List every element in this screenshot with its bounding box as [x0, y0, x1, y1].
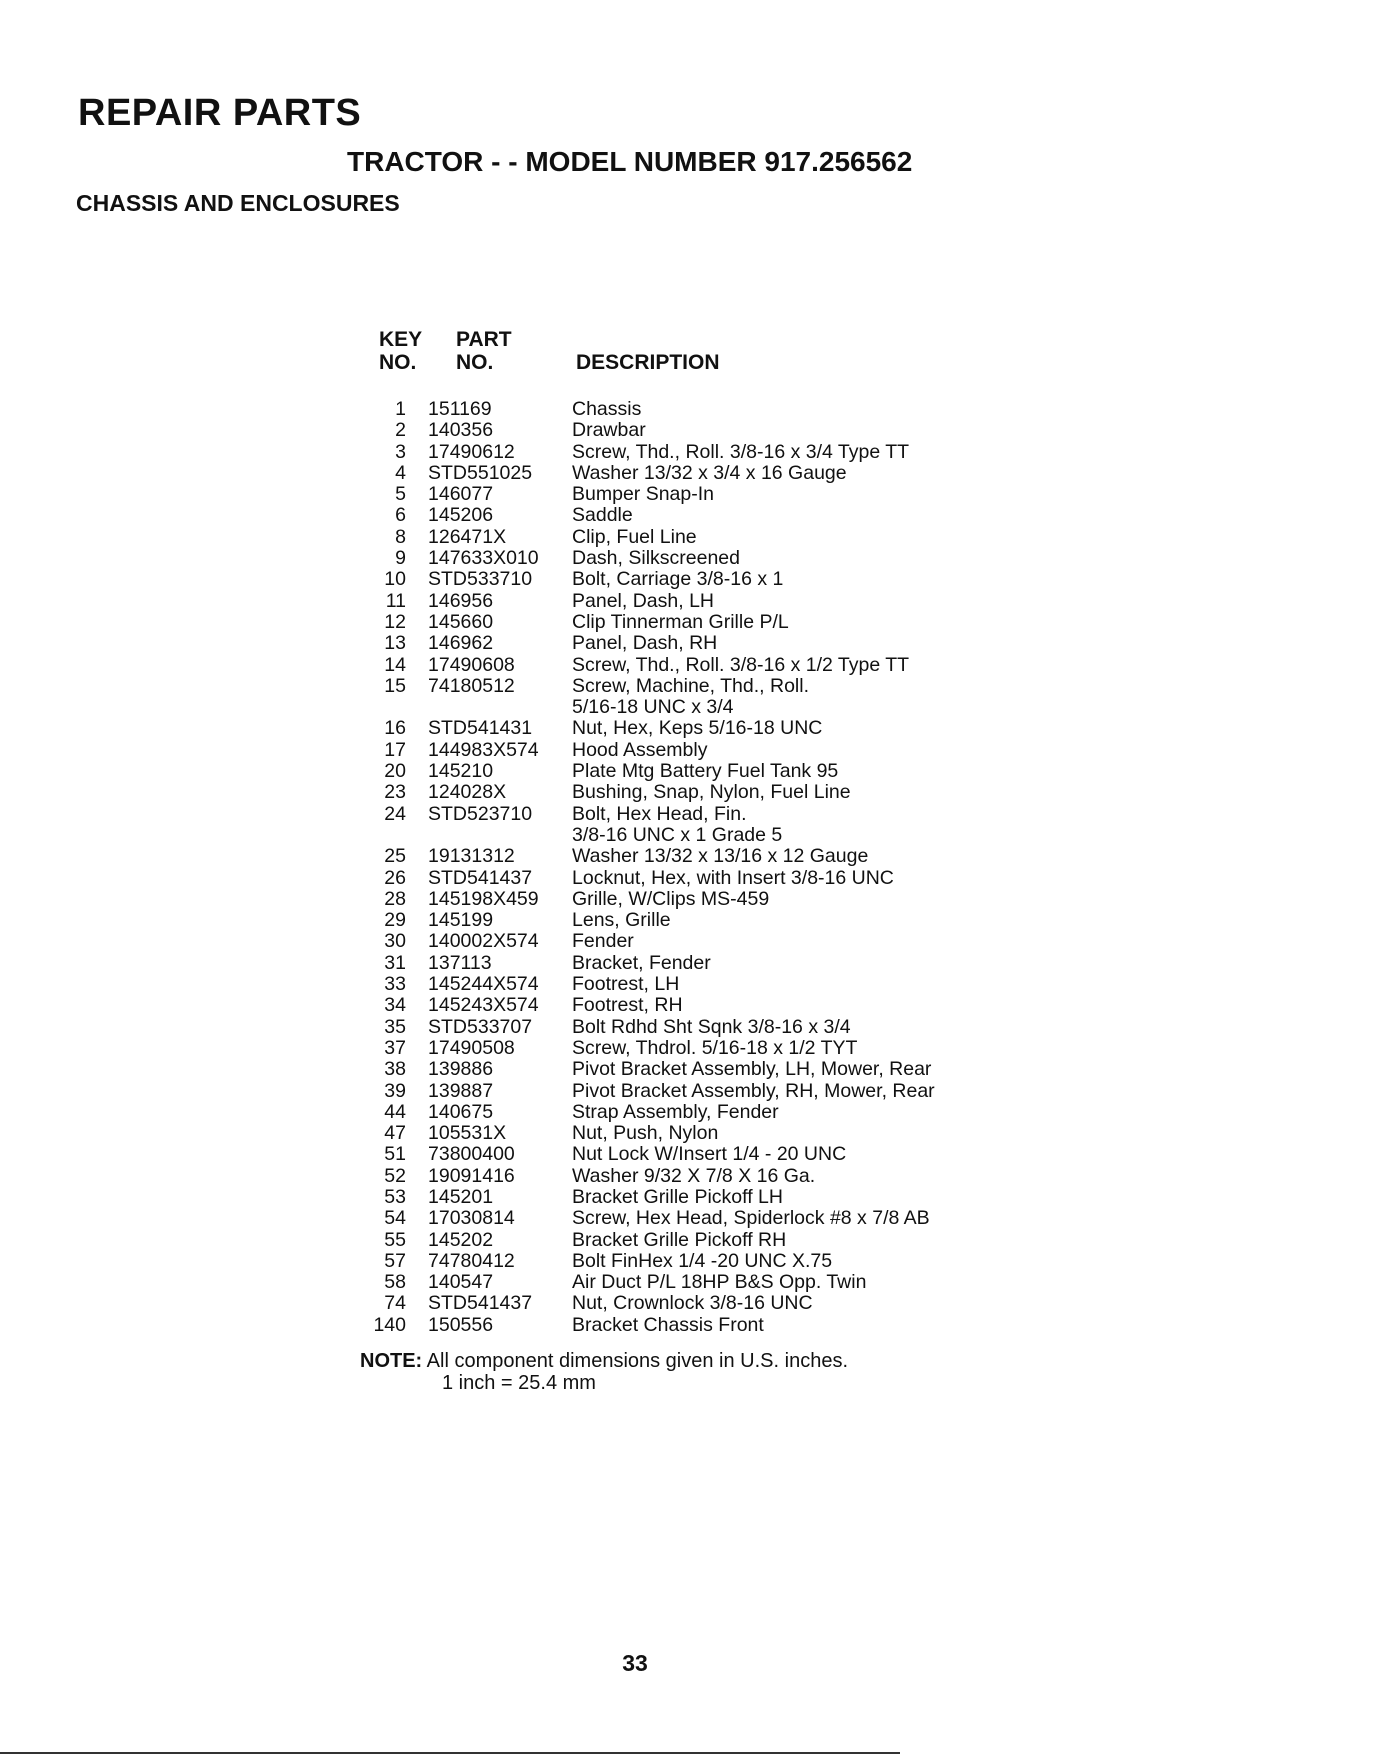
part-number: 145210	[428, 760, 494, 783]
key-number: 10	[384, 568, 406, 591]
part-description: Nut, Crownlock 3/8-16 UNC	[572, 1292, 813, 1315]
part-number: 140547	[428, 1271, 494, 1294]
key-number: 25	[384, 845, 406, 868]
key-number: 24	[384, 802, 406, 825]
part-number: 140356	[428, 419, 494, 442]
part-description: Bolt, Carriage 3/8-16 x 1	[572, 568, 784, 591]
table-row	[370, 1187, 1010, 1208]
part-description: Washer 9/32 X 7/8 X 16 Ga.	[572, 1164, 816, 1187]
part-number: 144983X574	[428, 738, 539, 761]
header-description: DESCRIPTION	[576, 351, 720, 374]
part-description: Fender	[572, 930, 634, 953]
key-number: 39	[384, 1079, 406, 1102]
key-number: 44	[384, 1100, 406, 1123]
section-title: CHASSIS AND ENCLOSURES	[76, 190, 400, 216]
part-description: Bracket Grille Pickoff RH	[572, 1228, 787, 1251]
table-row	[370, 782, 1010, 803]
table-row	[370, 889, 1010, 910]
part-description: Saddle	[572, 504, 633, 527]
key-number: 1	[395, 398, 406, 420]
table-row	[370, 974, 1010, 995]
key-number: 35	[384, 1015, 406, 1038]
key-number: 14	[384, 653, 406, 676]
part-number: STD541437	[428, 1292, 533, 1315]
key-number: 34	[384, 994, 406, 1017]
part-number: 139886	[428, 1058, 494, 1081]
part-description: Screw, Machine, Thd., Roll. 5/16-18 UNC x 3/4	[572, 674, 809, 719]
key-number: 23	[384, 781, 406, 804]
key-number: 4	[395, 461, 406, 484]
part-number: 126471X	[428, 525, 507, 548]
part-description: Lens, Grille	[572, 909, 671, 932]
key-number: 51	[384, 1143, 406, 1166]
header-part-no: PART NO.	[456, 328, 512, 374]
key-number: 5	[395, 483, 406, 506]
key-number: 13	[384, 632, 406, 655]
part-description: Bracket Chassis Front	[572, 1313, 764, 1336]
key-number: 15	[384, 674, 406, 697]
table-row	[370, 868, 1010, 889]
note-text: All component dimensions given in U.S. inches.	[426, 1350, 848, 1372]
table-row	[370, 846, 1010, 867]
part-description: Bumper Snap-In	[572, 483, 714, 506]
table-row	[370, 953, 1010, 974]
dimension-note	[360, 1350, 848, 1394]
table-row	[370, 740, 1010, 761]
table-row	[370, 1230, 1010, 1251]
part-number: 124028X	[428, 781, 507, 804]
table-row	[370, 463, 1010, 484]
table-row	[370, 484, 1010, 505]
key-number: 31	[384, 951, 406, 974]
header-key-no: KEY NO.	[379, 328, 423, 374]
part-number: STD551025	[428, 461, 533, 484]
part-number: 145206	[428, 504, 494, 527]
part-number: 19091416	[428, 1164, 515, 1187]
part-description: Bushing, Snap, Nylon, Fuel Line	[572, 781, 851, 804]
part-number: 145201	[428, 1185, 494, 1208]
table-row	[370, 399, 1010, 420]
table-row	[370, 548, 1010, 569]
part-number: 145202	[428, 1228, 494, 1251]
table-row	[370, 569, 1010, 590]
table-row	[370, 1315, 1010, 1336]
table-row	[370, 612, 1010, 633]
part-number: 73800400	[428, 1143, 515, 1166]
part-number: 17490508	[428, 1036, 515, 1059]
part-number: 145244X574	[428, 973, 539, 996]
part-description: Strap Assembly, Fender	[572, 1100, 779, 1123]
table-row	[370, 1208, 1010, 1229]
part-number: 147633X010	[428, 547, 539, 570]
part-number: 17490612	[428, 440, 515, 463]
table-row	[370, 761, 1010, 782]
part-number: STD541431	[428, 717, 533, 740]
table-row	[370, 931, 1010, 952]
table-row	[370, 804, 1010, 847]
part-description: Plate Mtg Battery Fuel Tank 95	[572, 760, 839, 783]
table-row	[370, 1017, 1010, 1038]
key-number: 9	[395, 547, 406, 570]
key-number: 140	[373, 1313, 406, 1336]
table-row	[370, 1059, 1010, 1080]
key-number: 26	[384, 866, 406, 889]
page-title: REPAIR PARTS	[78, 92, 362, 134]
key-number: 17	[384, 738, 406, 761]
key-number: 58	[384, 1271, 406, 1294]
table-row	[370, 676, 1010, 719]
part-description: Nut, Push, Nylon	[572, 1122, 719, 1145]
part-description: Chassis	[572, 398, 642, 420]
part-description: Dash, Silkscreened	[572, 547, 740, 570]
key-number: 16	[384, 717, 406, 740]
part-description: Bolt Rdhd Sht Sqnk 3/8-16 x 3/4	[572, 1015, 851, 1038]
key-number: 20	[384, 760, 406, 783]
key-number: 53	[384, 1185, 406, 1208]
part-number: 74780412	[428, 1249, 515, 1272]
part-description: Panel, Dash, RH	[572, 632, 718, 655]
key-number: 29	[384, 909, 406, 932]
part-number: STD533710	[428, 568, 533, 591]
table-row	[370, 442, 1010, 463]
part-description: Drawbar	[572, 419, 646, 442]
table-row	[370, 995, 1010, 1016]
table-row	[370, 527, 1010, 548]
part-description: Bolt FinHex 1/4 -20 UNC X.75	[572, 1249, 833, 1272]
part-number: 140675	[428, 1100, 494, 1123]
key-number: 74	[384, 1292, 406, 1315]
part-description: Washer 13/32 x 3/4 x 16 Gauge	[572, 461, 847, 484]
part-description: Bolt, Hex Head, Fin. 3/8-16 UNC x 1 Grade 5	[572, 802, 783, 846]
table-row	[370, 1272, 1010, 1293]
part-description: Hood Assembly	[572, 738, 708, 761]
key-number: 55	[384, 1228, 406, 1251]
bottom-divider	[0, 1752, 900, 1754]
part-description: Air Duct P/L 18HP B&S Opp. Twin	[572, 1271, 867, 1294]
part-description: Bracket Grille Pickoff LH	[572, 1185, 783, 1208]
part-number: STD523710	[428, 802, 533, 825]
table-row	[370, 1293, 1010, 1314]
part-number: 19131312	[428, 845, 515, 868]
part-number: 145199	[428, 909, 494, 932]
part-description: Clip, Fuel Line	[572, 525, 697, 548]
part-number: STD541437	[428, 866, 533, 889]
part-number: 151169	[428, 398, 492, 420]
table-row	[370, 1251, 1010, 1272]
part-number: 146956	[428, 589, 494, 612]
table-row	[370, 1166, 1010, 1187]
part-number: 150556	[428, 1313, 494, 1336]
part-description: Pivot Bracket Assembly, LH, Mower, Rear	[572, 1058, 932, 1081]
part-description: Footrest, LH	[572, 973, 680, 996]
table-row	[370, 591, 1010, 612]
key-number: 28	[384, 887, 406, 910]
part-description: Nut, Hex, Keps 5/16-18 UNC	[572, 717, 823, 740]
table-header	[370, 328, 1010, 386]
model-title: TRACTOR - - MODEL NUMBER 917.256562	[347, 146, 913, 177]
part-number: 146077	[428, 483, 494, 506]
key-number: 54	[384, 1207, 406, 1230]
part-number: 140002X574	[428, 930, 539, 953]
part-description: Clip Tinnerman Grille P/L	[572, 610, 789, 633]
table-row	[370, 505, 1010, 526]
note-label: NOTE:	[360, 1350, 423, 1372]
part-number: 137113	[428, 951, 492, 974]
parts-table	[370, 328, 1010, 1336]
part-number: 145660	[428, 610, 494, 633]
part-description: Panel, Dash, LH	[572, 589, 714, 612]
key-number: 30	[384, 930, 406, 953]
page-number: 33	[622, 1650, 648, 1676]
key-number: 52	[384, 1164, 406, 1187]
table-row	[370, 633, 1010, 654]
table-row	[370, 655, 1010, 676]
key-number: 33	[384, 973, 406, 996]
table-row	[370, 718, 1010, 739]
table-row	[370, 1038, 1010, 1059]
table-row	[370, 1123, 1010, 1144]
part-number: 146962	[428, 632, 494, 655]
key-number: 2	[395, 419, 406, 442]
table-row	[370, 420, 1010, 441]
part-number: 17030814	[428, 1207, 515, 1230]
key-number: 37	[384, 1036, 406, 1059]
part-description: Screw, Thd., Roll. 3/8-16 x 1/2 Type TT	[572, 653, 910, 676]
part-number: 74180512	[428, 674, 515, 697]
key-number: 8	[395, 525, 406, 548]
part-number: 145243X574	[428, 994, 539, 1017]
part-description: Footrest, RH	[572, 994, 683, 1017]
key-number: 11	[385, 589, 406, 612]
table-row	[370, 910, 1010, 931]
table-row	[370, 1144, 1010, 1165]
part-description: Washer 13/32 x 13/16 x 12 Gauge	[572, 845, 869, 868]
key-number: 47	[384, 1122, 406, 1145]
key-number: 57	[384, 1249, 406, 1272]
key-number: 6	[395, 504, 406, 527]
key-number: 12	[384, 610, 406, 633]
part-description: Nut Lock W/Insert 1/4 - 20 UNC	[572, 1143, 847, 1166]
key-number: 38	[384, 1058, 406, 1081]
part-description: Screw, Thdrol. 5/16-18 x 1/2 TYT	[572, 1036, 858, 1059]
part-description: Screw, Thd., Roll. 3/8-16 x 3/4 Type TT	[572, 440, 910, 463]
part-number: 139887	[428, 1079, 494, 1102]
part-description: Bracket, Fender	[572, 951, 711, 974]
part-number: 105531X	[428, 1122, 507, 1145]
part-description: Pivot Bracket Assembly, RH, Mower, Rear	[572, 1079, 935, 1102]
part-description: Grille, W/Clips MS-459	[572, 887, 770, 910]
key-number: 3	[395, 440, 406, 463]
part-description: Screw, Hex Head, Spiderlock #8 x 7/8 AB	[572, 1207, 930, 1230]
part-number: 17490608	[428, 653, 515, 676]
table-row	[370, 1081, 1010, 1102]
note-conversion: 1 inch = 25.4 mm	[442, 1372, 596, 1394]
part-description: Locknut, Hex, with Insert 3/8-16 UNC	[572, 866, 894, 889]
part-number: STD533707	[428, 1015, 533, 1038]
table-body	[370, 399, 1010, 1336]
part-number: 145198X459	[428, 887, 539, 910]
table-row	[370, 1102, 1010, 1123]
